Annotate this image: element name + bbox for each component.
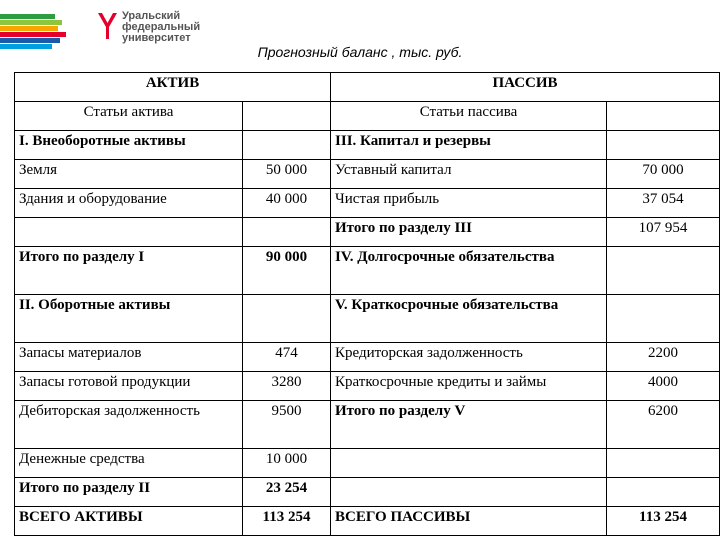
liability-label: IV. Долгосрочные обязательства (331, 247, 607, 295)
liability-value (607, 295, 720, 343)
assets-subheader: Статьи актива (15, 102, 243, 131)
liability-label: Кредиторская задолженность (331, 343, 607, 372)
liability-label: Чистая прибыль (331, 189, 607, 218)
asset-value: 10 000 (243, 449, 331, 478)
asset-value: 23 254 (243, 478, 331, 507)
liability-label: Итого по разделу V (331, 401, 607, 449)
asset-label: Здания и оборудование (15, 189, 243, 218)
liability-value: 4000 (607, 372, 720, 401)
asset-label: Итого по разделу I (15, 247, 243, 295)
page-title: Прогнозный баланс , тыс. руб. (257, 44, 463, 60)
liability-label: Уставный капитал (331, 160, 607, 189)
liability-value: 6200 (607, 401, 720, 449)
liability-label (331, 478, 607, 507)
asset-value: 9500 (243, 401, 331, 449)
asset-value: 113 254 (243, 507, 331, 536)
brand-stripe (0, 20, 62, 25)
asset-label: I. Внеоборотные активы (15, 131, 243, 160)
table-total-row (15, 507, 720, 536)
liability-label: Итого по разделу III (331, 218, 607, 247)
header (0, 0, 720, 70)
liability-value (607, 131, 720, 160)
brand-stripe (0, 14, 55, 19)
liabilities-header: ПАССИВ (331, 73, 720, 102)
university-name-line: Уральский (122, 10, 181, 22)
asset-label: Земля (15, 160, 243, 189)
brand-stripe (0, 32, 66, 37)
table-row (15, 189, 720, 218)
liability-label (331, 449, 607, 478)
liability-value: 107 954 (607, 218, 720, 247)
liability-value: 2200 (607, 343, 720, 372)
asset-label: Денежные средства (15, 449, 243, 478)
asset-value: 474 (243, 343, 331, 372)
asset-label: Итого по разделу II (15, 478, 243, 507)
asset-value: 50 000 (243, 160, 331, 189)
liability-value (607, 247, 720, 295)
university-name (122, 11, 200, 44)
asset-value (243, 218, 331, 247)
table-row (15, 478, 720, 507)
brand-stripe (0, 38, 60, 43)
asset-value: 90 000 (243, 247, 331, 295)
table-row (15, 247, 720, 295)
table-header-row (15, 73, 720, 102)
table-row (15, 449, 720, 478)
university-name-line: федеральный (122, 21, 201, 33)
liabilities-subheader-value (607, 102, 720, 131)
university-name-line: университет (122, 32, 191, 44)
brand-stripe (0, 26, 58, 31)
asset-label: Запасы материалов (15, 343, 243, 372)
assets-subheader-value (243, 102, 331, 131)
liability-value (607, 478, 720, 507)
asset-value (243, 295, 331, 343)
table-subheader-row (15, 102, 720, 131)
liability-label: ВСЕГО ПАССИВЫ (331, 507, 607, 536)
asset-value: 3280 (243, 372, 331, 401)
liabilities-subheader: Статьи пассива (331, 102, 607, 131)
table-row (15, 218, 720, 247)
asset-value: 40 000 (243, 189, 331, 218)
liability-label: III. Капитал и резервы (331, 131, 607, 160)
university-logo-icon (96, 11, 118, 41)
asset-label: Дебиторская задолженность (15, 401, 243, 449)
liability-label: V. Краткосрочные обязательства (331, 295, 607, 343)
table-row (15, 343, 720, 372)
liability-value: 37 054 (607, 189, 720, 218)
liability-value: 113 254 (607, 507, 720, 536)
asset-value (243, 131, 331, 160)
brand-stripe (0, 44, 52, 49)
liability-value: 70 000 (607, 160, 720, 189)
table-row (15, 295, 720, 343)
table-row (15, 131, 720, 160)
table-row (15, 372, 720, 401)
asset-label: Запасы готовой продукции (15, 372, 243, 401)
liability-label: Краткосрочные кредиты и займы (331, 372, 607, 401)
balance-table (14, 72, 720, 536)
liability-value (607, 449, 720, 478)
asset-label (15, 218, 243, 247)
table-row (15, 401, 720, 449)
asset-label: II. Оборотные активы (15, 295, 243, 343)
assets-header: АКТИВ (15, 73, 331, 102)
asset-label: ВСЕГО АКТИВЫ (15, 507, 243, 536)
table-row (15, 160, 720, 189)
